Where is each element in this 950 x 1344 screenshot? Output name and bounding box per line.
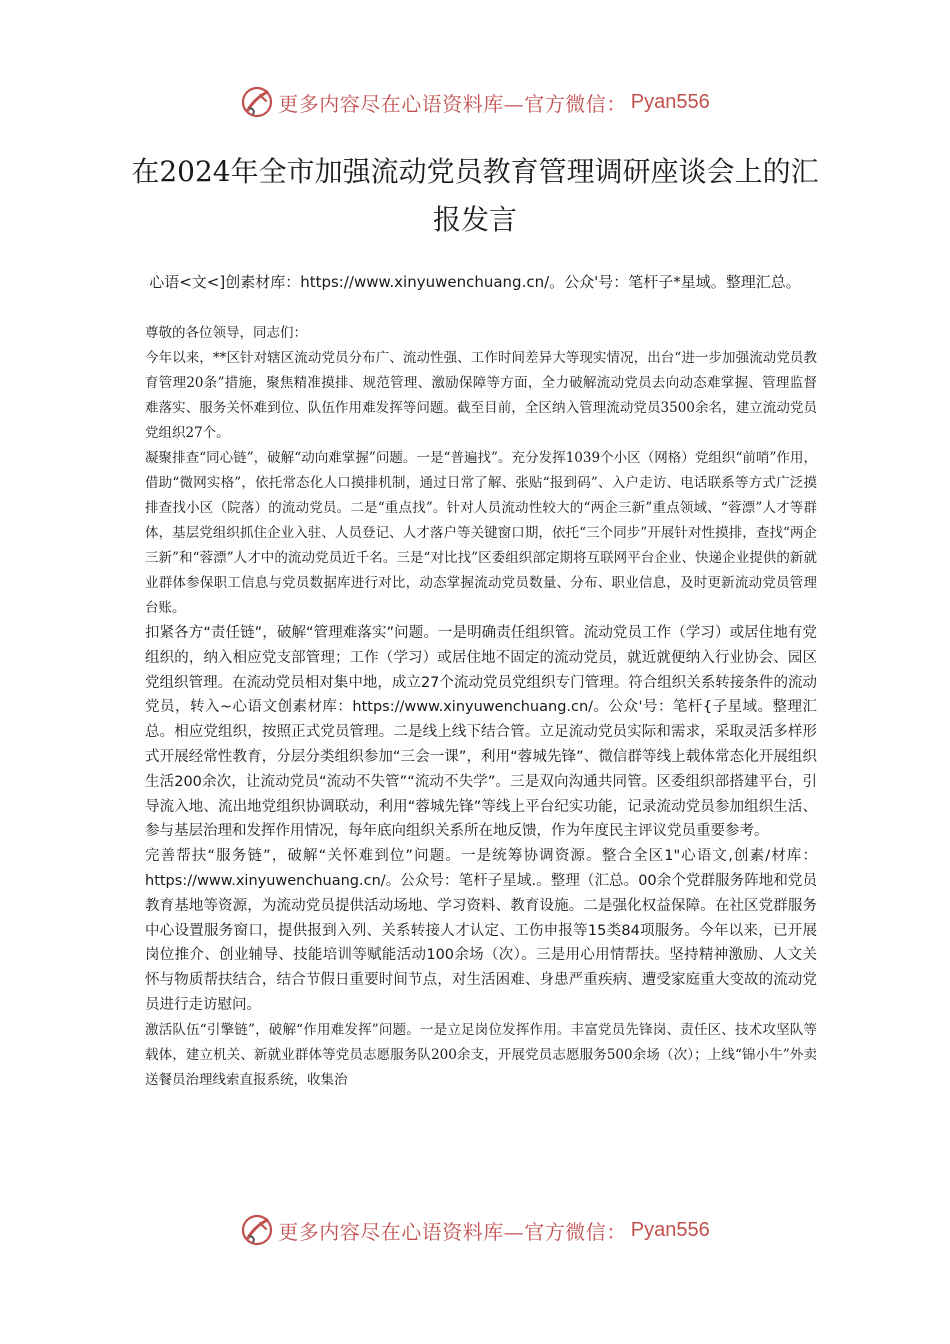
paragraph-investigation: 凝聚排查“同心链”，破解“动向难掌握”问题。一是“普遍找”。充分发挥1039个小区（网格）党组织“前哨”作用，借助“微网实格”，依托常态化人口摸排机制，通过日常了解、张贴“报到码”、入户走访、电话联系等方式广泛摸排查找小区（院落）的流动党员。二是“重点找”。针对人员流动性较大的“两企三新”重点领域、“蓉漂”人才等群体，基层党组织抓住企业入驻、人员登记、人才落户等关键窗口期，依托“三个同步”开展针对性摸排，查找“两企三新”和“蓉漂”人才中的流动党员近千名。三是“对比找”区委组织部定期将互联网平台企业、快递企业提供的新就业群体参保职工信息与党员数据库进行对比，动态掌握流动党员数量、分布、职业信息，及时更新流动党员管理台账。	[145, 450, 817, 616]
banner-wechat-id: Pyan556	[630, 90, 710, 113]
paragraph-responsibility: 扣紧各方“责任链”，破解“管理难落实”问题。一是明确责任组织管。流动党员工作（学习）或居住地有党组织的，纳入相应党支部管理；工作（学习）或居住地不固定的流动党员，就近就便纳入行业协会、园区党组织管理。在流动党员相对集中地，成立27个流动党员党组织专门管理。符合组织关系转接条件的流动党员，转入~心语文创素材库：https://www.xinyuwenchuang.cn/。公众'号：笔杆{子星域。整理汇总。相应党组织，按照正式党员管理。二是线上线下结合管。立足流动党员实际和需求，采取灵活多样形式开展经常性教育，分层分类组织参加“三会一课”，利用“蓉城先锋”、微信群等线上载体常态化开展组织生活200余次，让流动党员“流动不失管”“流动不失学”。三是双向沟通共同管。区委组织部搭建平台，引导流入地、流出地党组织协调联动，利用“蓉城先锋”等线上平台纪实功能，记录流动党员参加组织生活、参与基层治理和发挥作用情况，每年底向组织关系所在地反馈，作为年度民主评议党员重要参考。	[145, 625, 817, 840]
document-title: 在2024年全市加强流动党员教育管理调研座谈会上的汇报发言	[131, 155, 819, 236]
banner-text: 更多内容尽在心语资料库—官方微信：	[278, 1219, 627, 1244]
header-watermark-banner	[0, 82, 950, 122]
paragraph-intro: 今年以来，**区针对辖区流动党员分布广、流动性强、工作时间差异大等现实情况，出台“进一步加强流动党员教育管理20条”措施，聚焦精准摸排、规范管理、激励保障等方面，全力破解流动党员去向动态难掌握、管理监督难落实、服务关怀难到位、队伍作用难发挥等问题。截至目前，全区纳入管理流动党员3500余名，建立流动党员党组织27个。	[145, 350, 817, 441]
paragraph-engine: 激活队伍“引擎链”，破解“作用难发挥”问题。一是立足岗位发挥作用。丰富党员先锋岗、责任区、技术攻坚队等载体，建立机关、新就业群体等党员志愿服务队200余支，开展党员志愿服务500余场（次）；上线“锦小牛”外卖送餐员治理线索直报系统，收集治	[145, 1021, 817, 1088]
source-note: 心语<文<]创素材库：https://www.xinyuwenchuang.cn/。公众'号：笔杆子*星域。整理汇总。	[149, 273, 801, 291]
brush-logo-icon	[240, 85, 274, 119]
footer-watermark-banner	[0, 1210, 950, 1250]
banner-text: 更多内容尽在心语资料库—官方微信：	[278, 91, 627, 116]
paragraph-service: 完善帮扶“服务链”，破解“关怀难到位”问题。一是统筹协调资源。整合全区1"心语文,创素/材库：https://www.xinyuwenchuang.cn/。公众号：笔杆子星域.。整理（汇总。00余个党群服务阵地和党员教育基地等资源，为流动党员提供活动场地、学习资料、教育设施。二是强化权益保障。在社区党群服务中心设置服务窗口，提供报到入列、关系转接人才认定、工伤申报等15类84项服务。今年以来，已开展岗位推介、创业辅导、技能培训等赋能活动100余场（次）。三是用心用情帮扶。坚持精神激励、人文关怀与物质帮扶结合，结合节假日重要时间节点，对生活困难、身患严重疾病、遭受家庭重大变故的流动党员进行走访慰问。	[145, 848, 817, 1013]
salutation: 尊敬的各位领导，同志们：	[145, 325, 307, 341]
banner-wechat-id: Pyan556	[630, 1218, 710, 1241]
brush-logo-icon	[240, 1213, 274, 1247]
document-body	[145, 321, 817, 1093]
